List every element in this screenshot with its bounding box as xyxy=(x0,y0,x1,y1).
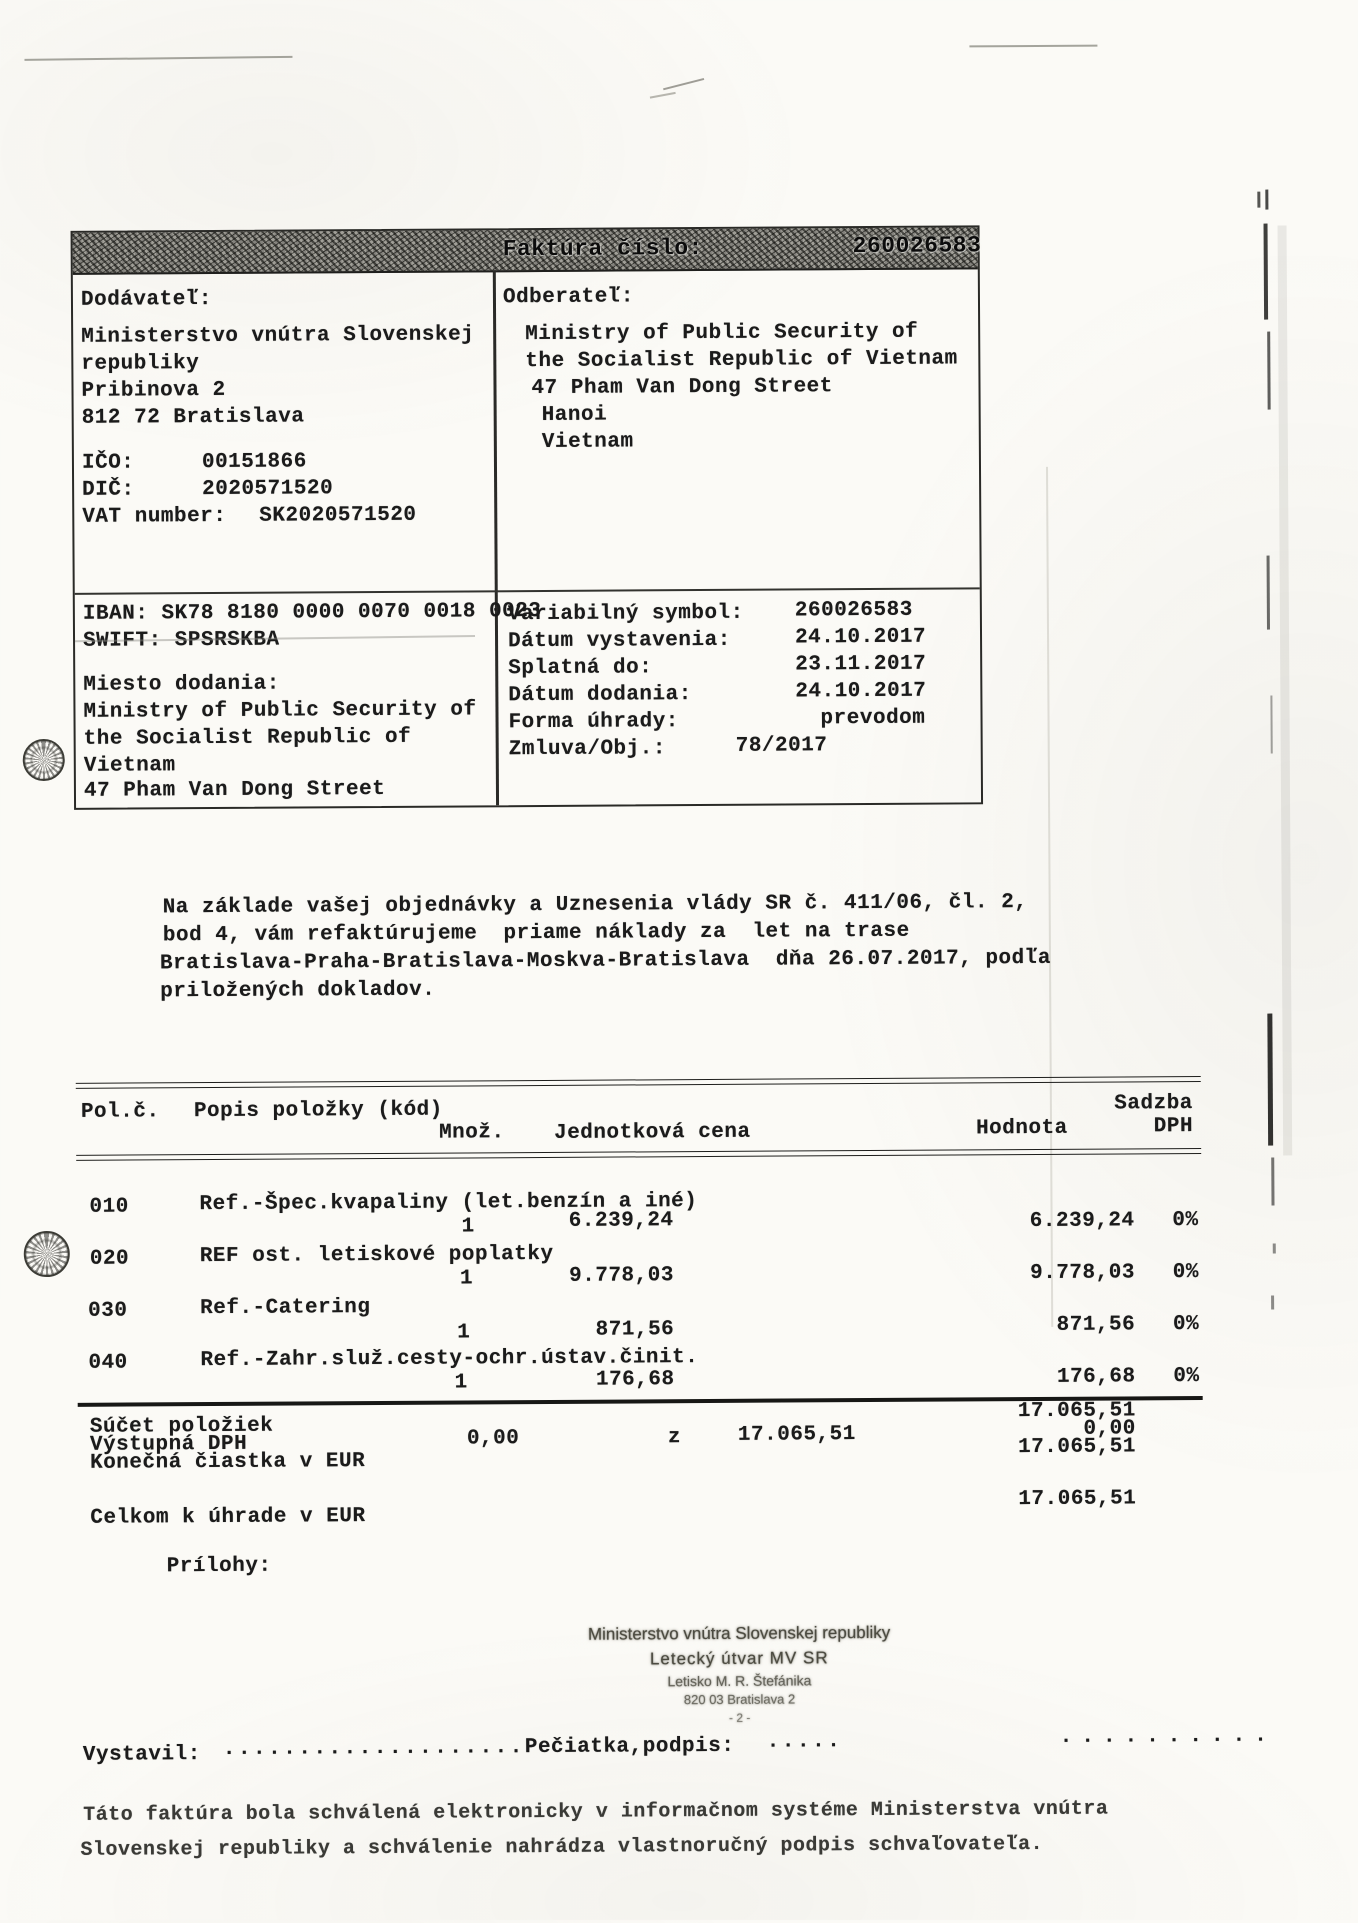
delivery-place-line: the Socialist Republic of xyxy=(83,725,412,751)
scan-fold-right xyxy=(1046,467,1053,1327)
totals-sum-label: Súčet položiek xyxy=(89,1414,274,1439)
table-header-unit: Jednotková cena xyxy=(553,1120,751,1145)
item-amount: 9.778,03 xyxy=(1030,1261,1135,1286)
totals-vat-base: 0,00 xyxy=(466,1427,520,1451)
supplier-swift: SWIFT: SPSRSKBA xyxy=(82,628,280,653)
totals-vat-value: 0,00 xyxy=(1083,1417,1136,1441)
scan-artifact-squiggle-2 xyxy=(650,92,676,98)
table-header-qty: Množ. xyxy=(438,1121,505,1145)
stamp-text-line: Letisko M. R. Štefánika xyxy=(667,1672,812,1690)
scan-streak xyxy=(1265,190,1268,210)
table-header-desc: Popis položky (kód) xyxy=(193,1098,443,1124)
item-desc: Ref.-Zahr.služ.cesty-ochr.ústav.činit. xyxy=(200,1346,699,1373)
scan-streak xyxy=(1267,556,1270,630)
right-dotted-line: .......... xyxy=(1059,1724,1276,1749)
supplier-name-line: Ministerstvo vnútra Slovenskej xyxy=(81,323,475,349)
customer-line: Hanoi xyxy=(541,403,608,427)
item-code: 030 xyxy=(88,1299,128,1323)
table-header-rule xyxy=(76,1148,1201,1161)
supplier-street: Pribinova 2 xyxy=(81,378,226,403)
supplier-dic-label: DIČ: xyxy=(82,478,135,502)
item-vat-rate: 0% xyxy=(1172,1209,1199,1233)
table-header-code: Pol.č. xyxy=(80,1100,160,1124)
supplier-ico-label: IČO: xyxy=(81,451,135,475)
scan-streak-halo xyxy=(1278,225,1293,1155)
invoice-number-band xyxy=(73,227,982,275)
supplier-name-line: republiky xyxy=(81,352,200,376)
supplier-city: 812 72 Bratislava xyxy=(81,405,305,430)
intro-line: priložených dokladov. xyxy=(160,978,436,1004)
item-amount: 871,56 xyxy=(1056,1313,1136,1337)
table-header-vat-1: Sadzba xyxy=(1114,1092,1193,1116)
meta-value: 78/2017 xyxy=(735,734,828,758)
meta-label: Dátum vystavenia: xyxy=(507,628,731,654)
embossed-seal-icon xyxy=(23,739,65,781)
delivery-place-line: Ministry of Public Security of xyxy=(83,698,477,724)
meta-label: Forma úhrady: xyxy=(508,710,679,735)
item-amount: 176,68 xyxy=(1056,1365,1136,1389)
meta-label: Dátum dodania: xyxy=(508,683,692,708)
totals-vat-of: 17.065,51 xyxy=(737,1423,856,1447)
supplier-vat-label: VAT number: xyxy=(82,504,227,529)
item-vat-rate: 0% xyxy=(1172,1261,1199,1285)
meta-value: 24.10.2017 xyxy=(794,625,927,650)
totals-final-value: 17.065,51 xyxy=(1017,1435,1137,1460)
supplier-title: Dodávateľ: xyxy=(80,288,213,312)
grand-total-value: 17.065,51 xyxy=(1018,1487,1137,1512)
meta-value: prevodom xyxy=(820,706,926,731)
supplier-iban: IBAN: SK78 8180 0000 0070 0018 0023 xyxy=(82,600,542,626)
item-unit-price: 9.778,03 xyxy=(569,1264,675,1288)
issued-by-dotted-line: .................... xyxy=(222,1736,525,1761)
meta-value: 23.11.2017 xyxy=(795,652,927,677)
delivery-place-line: Vietnam xyxy=(83,754,176,778)
customer-line: the Socialist Republic of Vietnam xyxy=(525,347,958,374)
customer-title: Odberateľ: xyxy=(502,285,635,310)
invoice-number-value: 260026583 xyxy=(852,232,982,260)
item-qty: 1 xyxy=(459,1267,474,1291)
table-top-rule xyxy=(76,1076,1201,1089)
supplier-vat-value: SK2020571520 xyxy=(259,503,417,528)
invoice-header-box xyxy=(71,225,984,810)
supplier-ico-value: 00151866 xyxy=(201,450,307,475)
item-desc: REF ost. letiskové poplatky xyxy=(199,1242,554,1269)
delivery-place-line: 47 Pham Van Dong Street xyxy=(83,777,386,803)
delivery-place-title: Miesto dodania: xyxy=(83,672,280,697)
customer-line: Ministry of Public Security of xyxy=(525,320,919,347)
stamp-text-line: 820 03 Bratislava 2 xyxy=(683,1691,796,1708)
customer-line: 47 Pham Van Dong Street xyxy=(531,375,833,401)
scan-streak xyxy=(1267,1014,1273,1146)
intro-line: Bratislava-Praha-Bratislava-Moskva-Bratislava dňa 26.07.2017, podľa xyxy=(159,946,1052,976)
totals-vat-label: Výstupná DPH xyxy=(89,1432,248,1457)
header-column-divider xyxy=(493,270,499,805)
invoice-number-label: Faktúra číslo: xyxy=(502,235,703,263)
item-qty: 1 xyxy=(461,1215,475,1239)
meta-label: Zmluva/Obj.: xyxy=(508,737,667,762)
grand-total-label: Celkom k úhrade v EUR xyxy=(90,1505,366,1530)
item-vat-rate: 0% xyxy=(1172,1312,1200,1337)
item-desc: Ref.-Catering xyxy=(200,1296,371,1321)
scan-streak xyxy=(1264,224,1269,320)
intro-line: Na základe vašej objednávky a Uznesenia vlády SR č. 411/06, čl. 2, xyxy=(162,891,1028,920)
intro-line: bod 4, vám refaktúrujeme priame náklady za let na trase xyxy=(162,919,910,948)
item-vat-rate: 0% xyxy=(1173,1364,1200,1389)
item-code: 040 xyxy=(88,1351,128,1375)
scan-streak xyxy=(1271,1296,1274,1310)
supplier-dic-value: 2020571520 xyxy=(202,477,334,502)
item-desc: Ref.-Špec.kvapaliny (let.benzín a iné) xyxy=(199,1190,698,1217)
meta-label: Splatná do: xyxy=(508,656,653,681)
item-unit-price: 871,56 xyxy=(595,1318,675,1342)
issued-by-label: Vystavil: xyxy=(82,1743,201,1767)
item-unit-price: 6.239,24 xyxy=(568,1209,674,1233)
customer-line: Vietnam xyxy=(541,430,634,454)
item-qty: 1 xyxy=(454,1371,468,1395)
footer-line: Táto faktúra bola schválená elektronicky v informačnom systéme Ministerstva vnútra xyxy=(83,1797,1109,1827)
scan-artifact-top-left-line xyxy=(24,56,292,61)
table-header-amount: Hodnota xyxy=(975,1116,1068,1141)
scan-artifact-squiggle xyxy=(663,78,704,90)
scan-artifact-top-right-line xyxy=(969,45,1097,47)
totals-vat-z: z xyxy=(667,1426,682,1450)
meta-value: 24.10.2017 xyxy=(795,679,927,704)
item-unit-price: 176,68 xyxy=(595,1368,675,1392)
totals-final-label: Konečná čiastka v EUR xyxy=(89,1450,366,1475)
footer-line: Slovenskej republiky a schválenie nahrádza vlastnoručný podpis schvaľovateľa. xyxy=(80,1832,1044,1862)
table-header-vat-2: DPH xyxy=(1153,1115,1194,1139)
totals-sum-value: 17.065,51 xyxy=(1017,1399,1136,1424)
item-code: 020 xyxy=(89,1247,130,1271)
meta-label: Variabilný symbol: xyxy=(507,601,744,627)
item-amount: 6.239,24 xyxy=(1029,1209,1135,1234)
header-horizontal-rule xyxy=(75,587,980,595)
scan-streak xyxy=(1271,1158,1274,1206)
stamp-signature-label: Pečiatka,podpis: xyxy=(524,1734,735,1760)
attachments-label: Prílohy: xyxy=(166,1554,272,1579)
item-code: 010 xyxy=(89,1195,129,1219)
stamp-text-line: - 2 - xyxy=(728,1710,751,1725)
stamp-signature-dotted-line: ..... xyxy=(766,1730,843,1754)
scan-streak xyxy=(1273,1244,1276,1254)
scan-streak xyxy=(1267,332,1270,410)
stamp-text-line: Ministerstvo vnútra Slovenskej republiky xyxy=(587,1622,891,1644)
scan-streak xyxy=(1257,192,1260,208)
scan-streak xyxy=(1270,696,1272,754)
item-qty: 1 xyxy=(457,1321,471,1345)
stamp-text-line: Letecký útvar MV SR xyxy=(649,1648,829,1669)
embossed-seal-icon xyxy=(24,1231,70,1277)
meta-value: 260026583 xyxy=(794,598,913,623)
